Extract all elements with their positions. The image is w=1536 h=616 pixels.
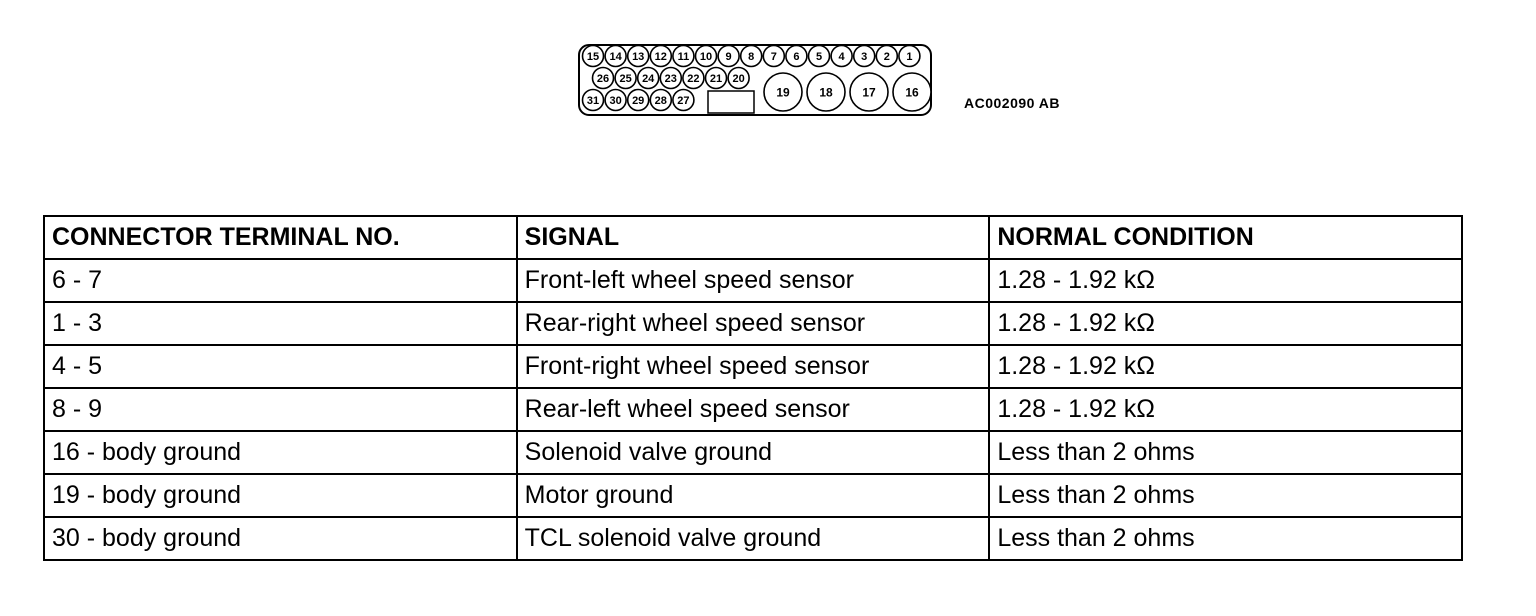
pin-label: 5 xyxy=(815,50,823,63)
pin-11 xyxy=(673,46,694,67)
pin-25 xyxy=(615,68,636,89)
cell-terminal: 30 - body ground xyxy=(44,517,517,560)
pin-label: 21 xyxy=(709,72,723,85)
cell-signal: Front-left wheel speed sensor xyxy=(517,259,990,302)
cell-condition: 1.28 - 1.92 kΩ xyxy=(989,388,1462,431)
cell-terminal: 4 - 5 xyxy=(44,345,517,388)
table-row xyxy=(44,259,1462,302)
pin-19 xyxy=(764,73,802,111)
pin-29 xyxy=(628,90,649,111)
pin-4 xyxy=(831,46,852,67)
pin-label: 13 xyxy=(632,50,645,63)
pin-20 xyxy=(728,68,749,89)
pin-label: 2 xyxy=(883,50,890,63)
pin-5 xyxy=(809,46,830,67)
table-header-row xyxy=(44,216,1462,259)
pin-17 xyxy=(850,73,888,111)
cell-terminal: 16 - body ground xyxy=(44,431,517,474)
cell-terminal: 6 - 7 xyxy=(44,259,517,302)
pin-12 xyxy=(650,46,671,67)
cell-signal: TCL solenoid valve ground xyxy=(517,517,990,560)
connector-face xyxy=(576,42,936,118)
pin-label: 22 xyxy=(687,72,700,85)
pin-label: 30 xyxy=(609,94,622,107)
pin-label: 28 xyxy=(654,94,667,107)
pin-label: 6 xyxy=(793,50,800,63)
pin-label: 25 xyxy=(619,72,632,85)
cell-condition: 1.28 - 1.92 kΩ xyxy=(989,259,1462,302)
cell-condition: 1.28 - 1.92 kΩ xyxy=(989,345,1462,388)
pin-23 xyxy=(660,68,681,89)
pin-30 xyxy=(605,90,626,111)
table-row xyxy=(44,345,1462,388)
diagram-code: AC002090 AB xyxy=(964,95,1061,111)
header-terminal: CONNECTOR TERMINAL NO. xyxy=(44,216,517,259)
pin-label: 17 xyxy=(862,85,876,100)
pin-15 xyxy=(583,46,604,67)
connector-key-slot xyxy=(708,91,754,113)
cell-signal: Motor ground xyxy=(517,474,990,517)
cell-terminal: 8 - 9 xyxy=(44,388,517,431)
pin-label: 7 xyxy=(770,50,777,63)
pin-10 xyxy=(696,46,717,67)
table-row xyxy=(44,517,1462,560)
pin-label: 9 xyxy=(725,50,732,63)
pin-label: 16 xyxy=(905,85,919,100)
pin-9 xyxy=(718,46,739,67)
pin-18 xyxy=(807,73,845,111)
table-row xyxy=(44,302,1462,345)
cell-condition: Less than 2 ohms xyxy=(989,474,1462,517)
pin-label: 31 xyxy=(586,94,600,107)
cell-signal: Front-right wheel speed sensor xyxy=(517,345,990,388)
cell-terminal: 1 - 3 xyxy=(44,302,517,345)
pin-26 xyxy=(593,68,614,89)
table-row xyxy=(44,474,1462,517)
pin-28 xyxy=(650,90,671,111)
pin-7 xyxy=(763,46,784,67)
pin-3 xyxy=(854,46,875,67)
terminal-table xyxy=(43,215,1463,561)
pin-label: 11 xyxy=(677,50,690,63)
pin-label: 3 xyxy=(861,50,868,63)
pin-label: 29 xyxy=(632,94,645,107)
pin-2 xyxy=(876,46,897,67)
pin-label: 24 xyxy=(642,72,655,85)
pin-27 xyxy=(673,90,694,111)
pin-22 xyxy=(683,68,704,89)
pin-6 xyxy=(786,46,807,67)
cell-signal: Rear-right wheel speed sensor xyxy=(517,302,990,345)
pin-label: 18 xyxy=(819,85,833,100)
pin-label: 23 xyxy=(664,72,677,85)
pin-label: 8 xyxy=(748,50,755,63)
pin-13 xyxy=(628,46,649,67)
pin-31 xyxy=(583,90,604,111)
pin-8 xyxy=(741,46,762,67)
cell-terminal: 19 - body ground xyxy=(44,474,517,517)
table-row xyxy=(44,431,1462,474)
pin-14 xyxy=(605,46,626,67)
pin-label: 14 xyxy=(609,50,622,63)
pin-label: 10 xyxy=(699,50,713,63)
header-signal: SIGNAL xyxy=(517,216,990,259)
cell-condition: Less than 2 ohms xyxy=(989,517,1462,560)
pin-label: 12 xyxy=(654,50,667,63)
pin-label: 4 xyxy=(838,50,845,63)
table-row xyxy=(44,388,1462,431)
pin-16 xyxy=(893,73,931,111)
pin-label: 15 xyxy=(586,50,600,63)
cell-condition: Less than 2 ohms xyxy=(989,431,1462,474)
pin-label: 19 xyxy=(776,85,790,100)
connector-diagram xyxy=(576,42,936,118)
pin-24 xyxy=(638,68,659,89)
pin-label: 26 xyxy=(596,72,610,85)
pin-label: 27 xyxy=(677,94,690,107)
pin-21 xyxy=(706,68,727,89)
cell-signal: Rear-left wheel speed sensor xyxy=(517,388,990,431)
pin-label: 20 xyxy=(732,72,745,85)
pin-1 xyxy=(899,46,920,67)
cell-signal: Solenoid valve ground xyxy=(517,431,990,474)
pin-label: 1 xyxy=(906,50,913,63)
cell-condition: 1.28 - 1.92 kΩ xyxy=(989,302,1462,345)
header-condition: NORMAL CONDITION xyxy=(989,216,1462,259)
